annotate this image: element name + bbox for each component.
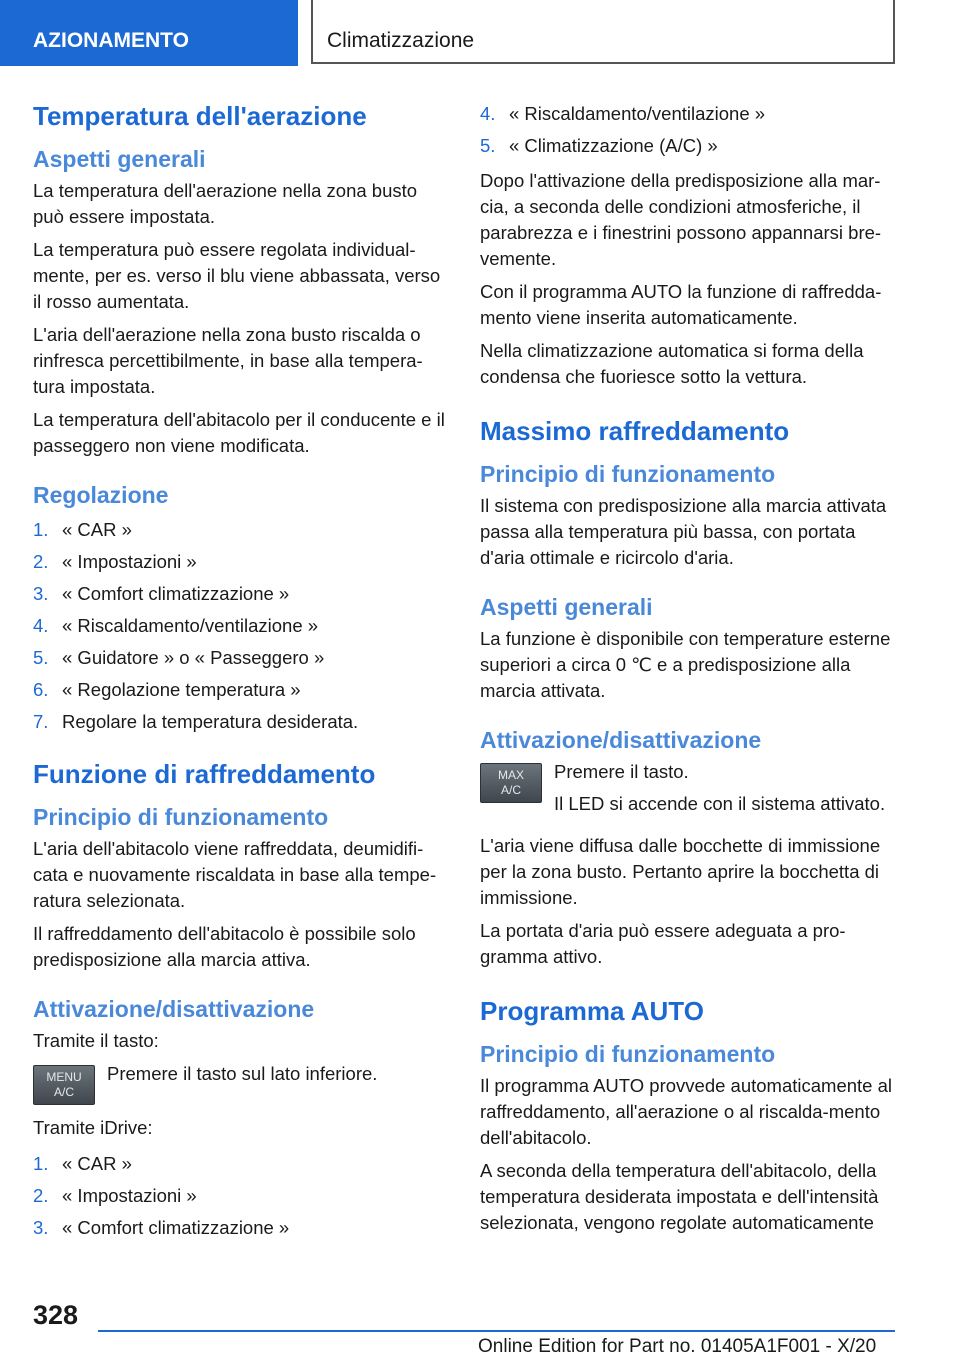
step-number: 3.: [33, 1217, 49, 1238]
footer-divider: [98, 1330, 895, 1332]
steps-list-regolazione: [33, 514, 448, 738]
step-text: « Riscaldamento/ventilazione »: [62, 615, 319, 636]
step-number: 1.: [33, 1153, 49, 1174]
heading-temperatura-aerazione: Temperatura dell'aerazione: [33, 101, 367, 131]
paragraph: L'aria viene diffusa dalle bocchette di immissione per la zona busto. Pertanto aprire la bocchetta di immissione.: [480, 835, 881, 908]
step-number: 7.: [33, 711, 49, 732]
subheading-principio: Principio di funzionamento: [480, 461, 776, 487]
list-item: [33, 706, 448, 738]
chapter-title: Climatizzazione: [311, 0, 895, 64]
step-number: 3.: [33, 583, 49, 604]
paragraph: Tramite iDrive:: [33, 1117, 153, 1138]
steps-list-idrive: [33, 1148, 448, 1244]
page-header: [0, 0, 960, 66]
list-item: [33, 514, 448, 546]
step-text: « Impostazioni »: [62, 551, 197, 572]
step-number: 4.: [33, 615, 49, 636]
list-item: [480, 98, 895, 130]
step-text: « Riscaldamento/ventilazione »: [509, 103, 766, 124]
list-item: [33, 1212, 448, 1244]
right-column: [480, 100, 895, 1243]
step-text: « CAR »: [62, 519, 132, 540]
subheading-attivazione: Attivazione/disattivazione: [33, 996, 315, 1022]
step-number: 4.: [480, 103, 496, 124]
paragraph: Premere il tasto.: [554, 761, 689, 782]
paragraph: Il sistema con predisposizione alla marcia attivata passa alla temperatura più bassa, con portata d'aria ottimale e ricircolo d'aria.: [480, 495, 887, 568]
step-text: « Climatizzazione (A/C) »: [509, 135, 718, 156]
paragraph: L'aria dell'aerazione nella zona busto riscalda o rinfresca percettibilmente, in base alla tempera-tura impostata.: [33, 324, 423, 397]
paragraph: L'aria dell'abitacolo viene raffreddata, deumidifi-cata e nuovamente riscaldata in base alla tempe-ratura selezionata.: [33, 838, 437, 911]
subheading-regolazione: Regolazione: [33, 482, 169, 508]
heading-programma-auto: Programma AUTO: [480, 996, 704, 1026]
paragraph: A seconda della temperatura dell'abitacolo, della temperatura desiderata impostata e dell'intensità selezionata, vengono regolate automaticamente: [480, 1160, 879, 1233]
list-item: [33, 1180, 448, 1212]
left-column: [33, 100, 448, 1250]
step-number: 2.: [33, 551, 49, 572]
page-number: 328: [33, 1300, 79, 1330]
paragraph: Il raffreddamento dell'abitacolo è possibile solo predisposizione alla marcia attiva.: [33, 923, 416, 970]
footer-edition: Online Edition for Part no. 01405A1F001 - X/20: [478, 1336, 877, 1357]
menu-ac-button-icon: MENU A/C: [33, 1065, 95, 1105]
step-number: 5.: [33, 647, 49, 668]
paragraph: La temperatura dell'abitacolo per il conducente e il passeggero non viene modificata.: [33, 409, 445, 456]
paragraph: La temperatura dell'aerazione nella zona busto può essere impostata.: [33, 180, 418, 227]
subheading-aspetti-generali: Aspetti generali: [480, 594, 653, 620]
paragraph: La temperatura può essere regolata individual-mente, per es. verso il blu viene abbassata, verso il rosso aumentata.: [33, 239, 441, 312]
subheading-attivazione: Attivazione/disattivazione: [480, 727, 762, 753]
paragraph: Premere il tasto sul lato inferiore.: [107, 1063, 378, 1084]
step-number: 6.: [33, 679, 49, 700]
step-text: « Comfort climatizzazione »: [62, 1217, 290, 1238]
paragraph: Tramite il tasto:: [33, 1030, 159, 1051]
step-text: « Impostazioni »: [62, 1185, 197, 1206]
step-number: 2.: [33, 1185, 49, 1206]
list-item: [33, 642, 448, 674]
step-text: « Regolazione temperatura »: [62, 679, 301, 700]
step-text: « CAR »: [62, 1153, 132, 1174]
step-number: 1.: [33, 519, 49, 540]
heading-funzione-raffreddamento: Funzione di raffreddamento: [33, 759, 376, 789]
list-item: [33, 578, 448, 610]
list-item: [33, 546, 448, 578]
section-tab: AZIONAMENTO: [0, 0, 298, 66]
button-instruction: [480, 759, 895, 823]
paragraph: Nella climatizzazione automatica si forma della condensa che fuoriesce sotto la vettura.: [480, 340, 864, 387]
list-item: [33, 1148, 448, 1180]
paragraph: Il LED si accende con il sistema attivato.: [554, 793, 886, 814]
step-text: « Guidatore » o « Passeggero »: [62, 647, 325, 668]
step-text: « Comfort climatizzazione »: [62, 583, 290, 604]
subheading-principio: Principio di funzionamento: [480, 1041, 776, 1067]
list-item: [33, 610, 448, 642]
step-text: Regolare la temperatura desiderata.: [62, 711, 359, 732]
paragraph: Il programma AUTO provvede automaticamente al raffreddamento, all'aerazione o al riscalda-mento dell'abitacolo.: [480, 1075, 892, 1148]
subheading-principio: Principio di funzionamento: [33, 804, 329, 830]
paragraph: Con il programma AUTO la funzione di raffredda-mento viene inserita automaticamente.: [480, 281, 882, 328]
list-item: [480, 130, 895, 162]
button-instruction: [33, 1061, 448, 1105]
paragraph: Dopo l'attivazione della predisposizione alla mar-cia, a seconda delle condizioni atmosferiche, il parabrezza e i finestrini possono appannarsi bre-vemente.: [480, 170, 882, 269]
paragraph: La portata d'aria può essere adeguata a pro-gramma attivo.: [480, 920, 846, 967]
paragraph: La funzione è disponibile con temperature esterne superiori a circa 0 ℃ e a predisposizione alla marcia attivata.: [480, 628, 891, 701]
steps-list-continued: [480, 98, 895, 162]
heading-massimo-raffreddamento: Massimo raffreddamento: [480, 416, 790, 446]
max-ac-button-icon: MAX A/C: [480, 763, 542, 803]
step-number: 5.: [480, 135, 496, 156]
subheading-aspetti-generali: Aspetti generali: [33, 146, 206, 172]
list-item: [33, 674, 448, 706]
